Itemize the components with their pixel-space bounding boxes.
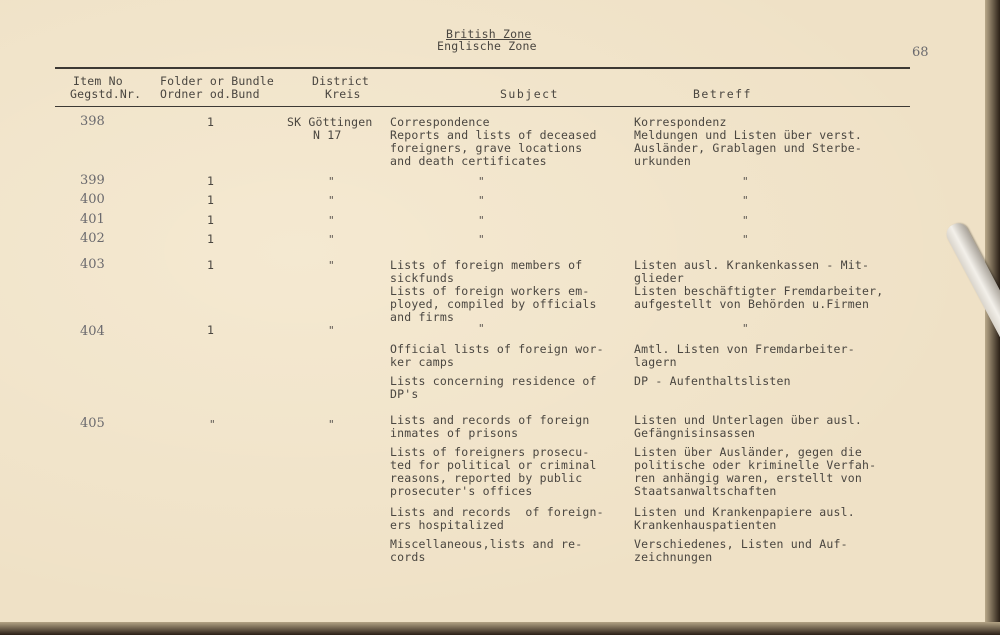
ditto-folder-405: " [209, 418, 216, 431]
item-number-398: 398 [80, 114, 105, 129]
folder-398: 1 [207, 115, 215, 129]
betreff-405-1: Listen und Unterlagen über ausl. Gefängnisinsassen [634, 413, 862, 440]
betreff-405-3: Listen und Krankenpapiere ausl. Krankenhauspatienten [634, 505, 855, 532]
ditto-subject-401: " [478, 214, 485, 227]
item-number-400: 400 [80, 192, 105, 207]
col-header-betreff: Betreff [693, 87, 752, 101]
col-header-item-line2: Gegstd.Nr. [70, 87, 142, 101]
subject-405-4: Miscellaneous,lists and re- cords [390, 537, 583, 564]
ditto-subject-404: " [478, 322, 485, 335]
betreff-404-2: DP - Aufenthaltslisten [634, 374, 791, 388]
zone-title-en: British Zone [446, 27, 532, 41]
betreff-398-1: Korrespondenz [634, 115, 727, 129]
subject-404-2: Lists concerning residence of DP's [390, 374, 597, 401]
folder-400: 1 [207, 193, 215, 207]
zone-title-de: Englische Zone [437, 39, 537, 53]
folder-399: 1 [207, 174, 215, 188]
ditto-betreff-399: " [742, 175, 749, 188]
page-bottom-shadow [0, 622, 1000, 635]
ditto-district-405: " [328, 418, 335, 431]
header-top-rule [55, 67, 910, 69]
col-header-folder-line2: Ordner od.Bund [160, 87, 260, 101]
folder-403: 1 [207, 258, 215, 272]
col-header-subject: Subject [500, 87, 559, 101]
ditto-district-404: " [328, 324, 335, 337]
subject-404-1: Official lists of foreign wor- ker camps [390, 342, 604, 369]
district-398-line2: N 17 [313, 128, 342, 142]
ditto-subject-402: " [478, 233, 485, 246]
subject-398-1: Correspondence [390, 115, 490, 129]
ditto-betreff-400: " [742, 194, 749, 207]
ditto-betreff-404: " [742, 322, 749, 335]
col-header-district-line1: District [312, 74, 369, 88]
betreff-405-2: Listen über Ausländer, gegen die politische oder kriminelle Verfah- ren anhängig waren, erstellt von Staatsanwaltschaften [634, 445, 877, 498]
col-header-folder-line1: Folder or Bundle [160, 74, 274, 88]
col-header-item-line1: Item No [73, 74, 123, 88]
item-number-403: 403 [80, 257, 105, 272]
betreff-404-1: Amtl. Listen von Fremdarbeiter- lagern [634, 342, 855, 369]
item-number-401: 401 [80, 212, 105, 227]
item-number-404: 404 [80, 324, 105, 339]
ditto-district-401: " [328, 214, 335, 227]
ditto-betreff-401: " [742, 214, 749, 227]
betreff-398-2: Meldungen und Listen über verst. Ausländer, Grablagen und Sterbe- urkunden [634, 128, 862, 168]
betreff-403: Listen ausl. Krankenkassen - Mit- glieder Listen beschäftigter Fremdarbeiter, aufgestellt von Behörden u.Firmen [634, 258, 884, 311]
page-number: 68 [912, 45, 929, 60]
ditto-district-400: " [328, 194, 335, 207]
col-header-district-line2: Kreis [325, 87, 361, 101]
folder-404: 1 [207, 323, 215, 337]
ditto-subject-399: " [478, 175, 485, 188]
ditto-subject-400: " [478, 194, 485, 207]
subject-398-2: Reports and lists of deceased foreigners, grave locations and death certificates [390, 128, 597, 168]
ditto-district-399: " [328, 175, 335, 188]
ditto-district-402: " [328, 233, 335, 246]
district-398-line1: SK Göttingen [287, 115, 373, 129]
betreff-405-4: Verschiedenes, Listen und Auf- zeichnungen [634, 537, 848, 564]
subject-405-3: Lists and records of foreign- ers hospitalized [390, 505, 604, 532]
ditto-district-403: " [328, 259, 335, 272]
item-number-405: 405 [80, 416, 105, 431]
ditto-betreff-402: " [742, 233, 749, 246]
subject-405-2: Lists of foreigners prosecu- ted for political or criminal reasons, reported by public prosecuter's offices [390, 445, 597, 498]
item-number-399: 399 [80, 173, 105, 188]
header-bottom-rule [55, 106, 910, 107]
folder-402: 1 [207, 232, 215, 246]
subject-403: Lists of foreign members of sickfunds Lists of foreign workers em- ployed, compiled by officials and firms [390, 258, 597, 324]
item-number-402: 402 [80, 231, 105, 246]
subject-405-1: Lists and records of foreign inmates of prisons [390, 413, 590, 440]
folder-401: 1 [207, 213, 215, 227]
